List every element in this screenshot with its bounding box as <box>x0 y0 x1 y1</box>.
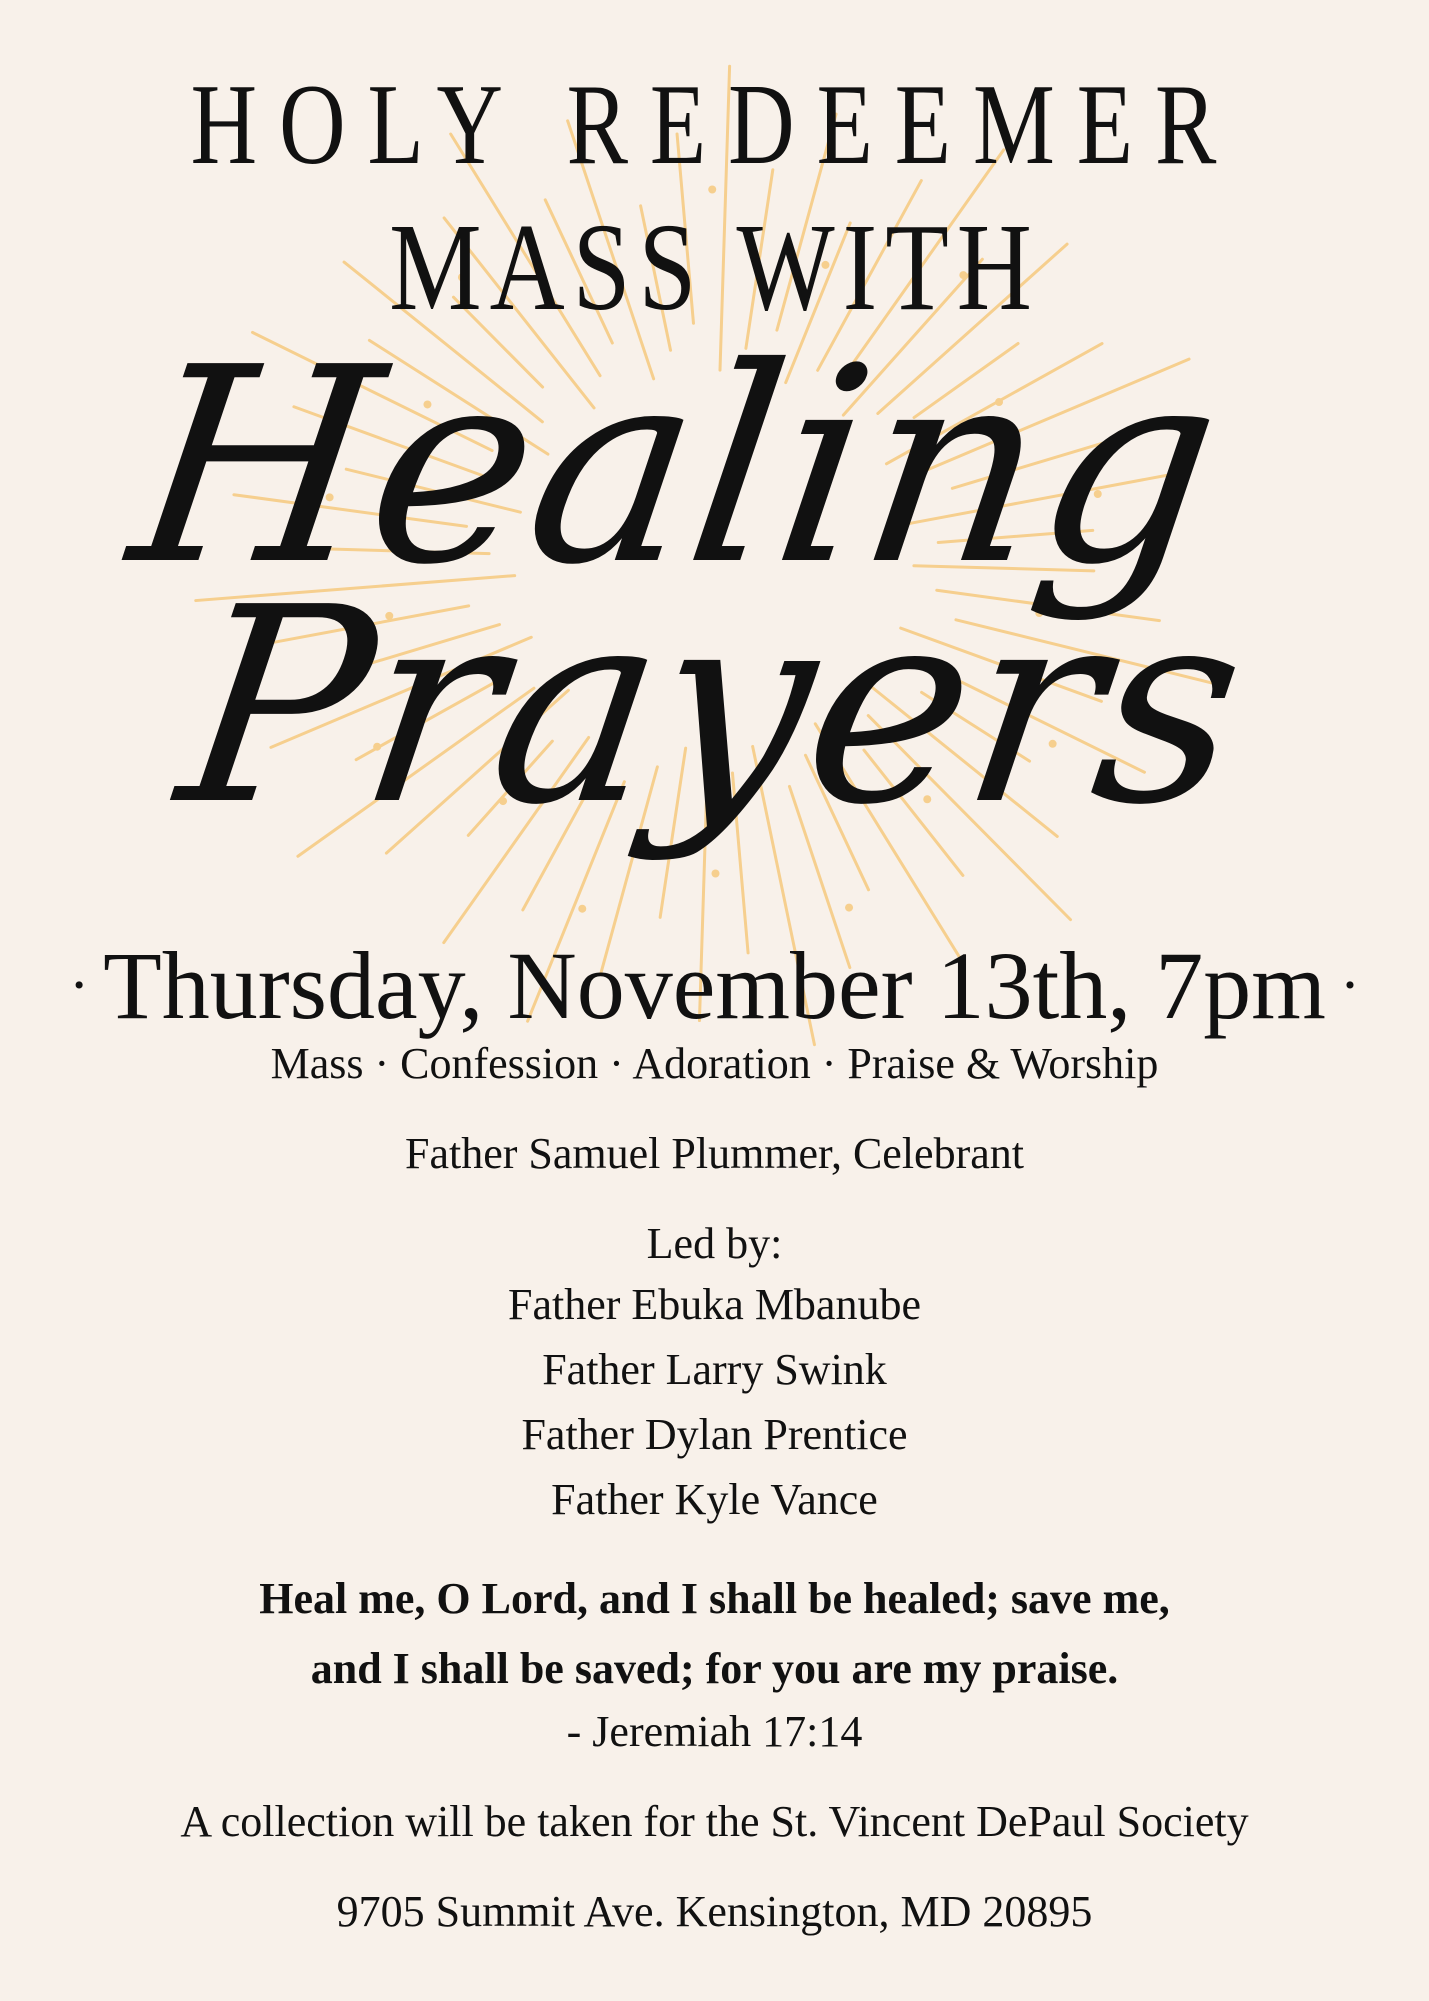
event-date-time <box>0 930 1429 1041</box>
collection-note: A collection will be taken for the St. Vincent DePaul Society <box>180 1797 1249 1846</box>
healing-prayers-title <box>0 300 1429 900</box>
date-time-text: Thursday, November 13th, 7pm <box>103 932 1326 1039</box>
verse-line-1: Heal me, O Lord, and I shall be healed; save me, <box>259 1574 1170 1623</box>
led-by-label: Led by: <box>646 1219 783 1268</box>
celebrant: Father Samuel Plummer, Celebrant <box>405 1129 1024 1178</box>
leader-item: Father Larry Swink <box>542 1345 887 1394</box>
sunburst-dot <box>845 904 853 912</box>
verse-line-2: and I shall be saved; for you are my praise. <box>310 1644 1119 1693</box>
verse-citation: - Jeremiah 17:14 <box>566 1707 863 1756</box>
mass-with-heading: MASS WITH <box>389 198 1040 337</box>
right-bullet: · <box>1339 952 1360 1019</box>
title-prayers: Prayers <box>164 549 1261 864</box>
leader-item: Father Kyle Vance <box>551 1475 878 1524</box>
scripture-verse <box>0 1564 1429 1704</box>
leader-item: Father Ebuka Mbanube <box>508 1280 921 1329</box>
title-healing: Healing <box>116 309 1237 624</box>
church-address: 9705 Summit Ave. Kensington, MD 20895 <box>336 1887 1093 1936</box>
event-activities: Mass · Confession · Adoration · Praise & Worship <box>270 1039 1159 1088</box>
left-bullet: · <box>69 952 90 1019</box>
sunburst-dot <box>578 905 586 913</box>
leader-item: Father Dylan Prentice <box>521 1410 908 1459</box>
church-name: HOLY REDEEMER <box>190 60 1239 188</box>
leaders-list <box>0 1272 1429 1532</box>
